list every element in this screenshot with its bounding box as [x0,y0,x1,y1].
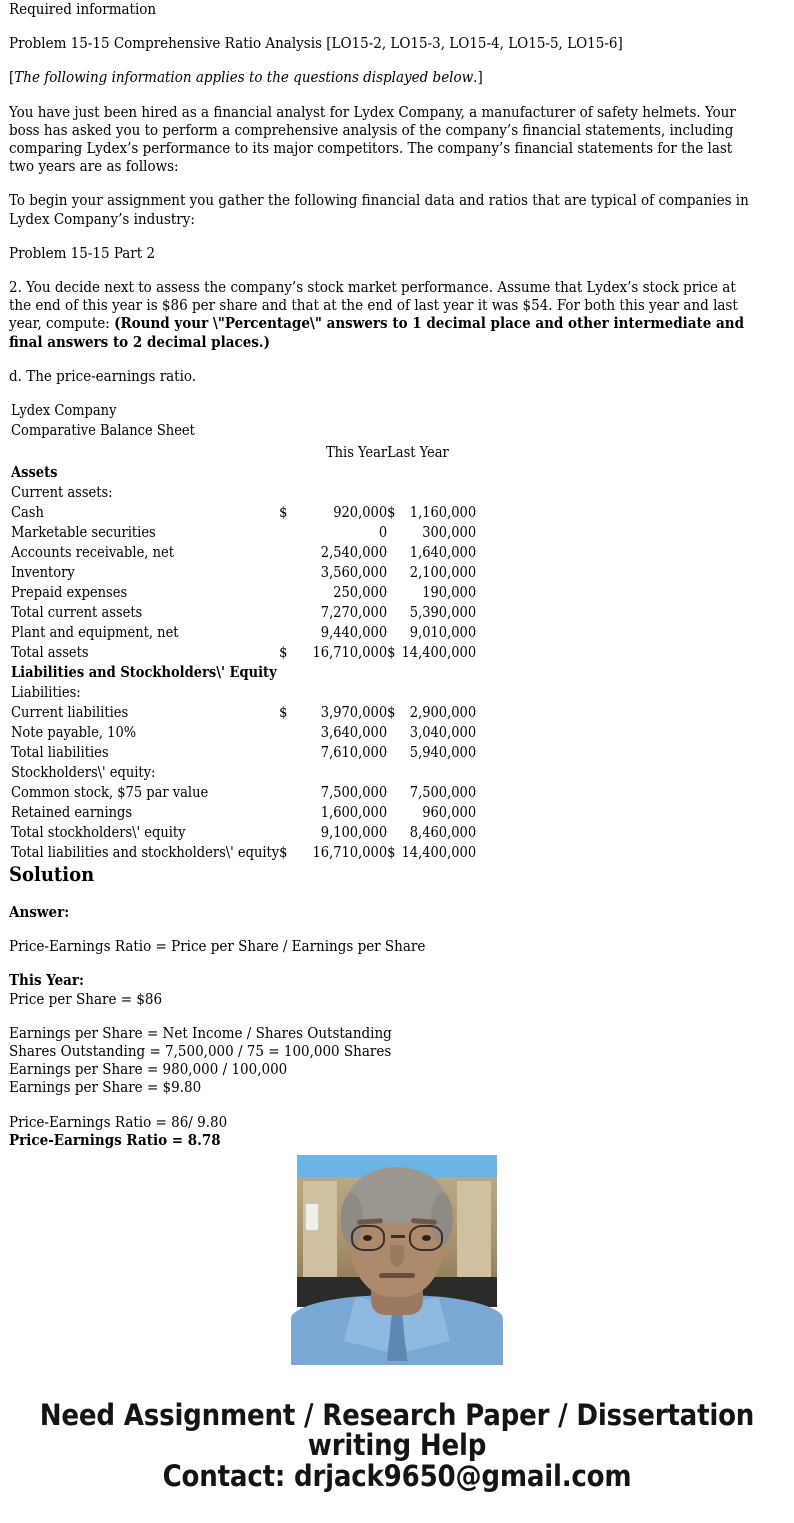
balance-sheet-table [11,443,476,863]
row-label: Stockholders\' equity: [11,765,156,782]
avatar-light-switch [305,1203,319,1231]
solution-heading: Solution [9,862,95,887]
promo-footer [0,1400,794,1491]
row-value-last-year [398,483,476,503]
table-row [11,463,476,483]
row-currency-this-year [279,483,291,503]
intro-paragraph: You have just been hired as a financial analyst for Lydex Company, a manufacturer of safety helmets. Your boss has asked you to perform a comprehensive analysis of the company’s financial statements, including comparing Lydex’s performance to its major competitors. The company’s financial statements for the last two years are as follows: [9,102,736,176]
row-value-last-year: 8,460,000 [409,825,477,842]
table-row [11,603,476,623]
row-value-this-year: 3,640,000 [320,725,388,742]
row-value-this-year: 0 [378,525,388,542]
row-value-last-year [398,463,476,483]
row-value-this-year: 9,440,000 [320,625,388,642]
row-label: Plant and equipment, net [11,625,179,642]
table-row [11,683,476,703]
avatar [297,1155,497,1355]
row-label: Accounts receivable, net [11,545,174,562]
table-row [11,763,476,783]
row-currency-this-year [279,683,291,703]
avatar-wall-panel-left [303,1181,337,1289]
avatar-nose [390,1245,404,1267]
header-blank [11,443,279,463]
applies-prefix: [ [9,68,15,87]
row-currency-this-year [279,743,291,763]
row-currency-last-year [387,783,398,803]
table-row [11,703,476,723]
part-title: Problem 15-15 Part 2 [9,243,156,262]
footer-line-2: writing Help [307,1428,487,1462]
eps-block [9,1024,754,1097]
row-currency-this-year [279,783,291,803]
table-row [11,503,476,523]
avatar-mouth [379,1273,415,1278]
row-currency-last-year [387,603,398,623]
comparative-balance-sheet [0,401,794,863]
required-information-line: Required information [9,0,157,18]
row-value-last-year: 190,000 [422,585,477,602]
row-currency-last-year [387,483,398,503]
row-label: Total current assets [11,605,143,622]
row-label: Liabilities and Stockholders\' Equity [11,664,277,682]
question-rounding-note: (Round your \"Percentage\" answers to 1 decimal place and other intermediate and final answers to 2 decimal places.) [9,314,745,351]
row-label: Cash [11,505,44,522]
row-label: Note payable, 10% [11,725,137,742]
row-label: Total assets [11,645,89,662]
balance-sheet-body [11,463,476,863]
avatar-glasses-bridge [391,1235,405,1238]
row-currency-this-year [279,623,291,643]
row-currency-last-year [387,563,398,583]
row-value-this-year: 3,560,000 [320,565,388,582]
row-value-this-year: 3,970,000 [320,705,388,722]
row-currency-last-year [387,463,398,483]
applies-suffix: .] [473,68,483,87]
row-value-this-year: 7,610,000 [320,745,388,762]
row-value-last-year: 14,400,000 [401,645,477,662]
row-value-last-year: 5,390,000 [409,605,477,622]
table-row [11,643,476,663]
price-per-share: Price per Share = $86 [9,989,163,1008]
row-value-this-year: 16,710,000 [312,845,388,862]
pe-block [9,1113,754,1149]
table-row [11,823,476,843]
pe-result: Price-Earnings Ratio = 8.78 [9,1130,221,1149]
question-text: 2. You decide next to assess the company’s stock market performance. Assume that Lydex’s stock price at the end of this year is $86 per share and that at the end of last year it was $54. For both this year and last year, compute: [9,278,738,333]
row-label: Prepaid expenses [11,585,128,602]
table-row [11,743,476,763]
footer-contact-email: Contact: drjack9650@gmail.com [162,1459,632,1493]
row-currency-last-year [387,823,398,843]
row-currency-this-year [279,723,291,743]
header-currency-this [279,443,291,463]
header-last-year: Last Year [387,445,449,462]
question-paragraph [0,278,794,351]
table-row [11,783,476,803]
row-currency-last-year [387,763,398,783]
table-row [11,803,476,823]
table-row [11,523,476,543]
row-currency-last-year: $ [387,645,396,662]
row-value-last-year: 1,160,000 [409,505,477,522]
row-label: Retained earnings [11,805,133,822]
row-value-last-year: 1,640,000 [409,545,477,562]
pe-calculation: Price-Earnings Ratio = 86/ 9.80 [9,1112,228,1131]
row-value-last-year: 7,500,000 [409,785,477,802]
row-currency-this-year [279,763,291,783]
row-currency-last-year [387,803,398,823]
table-row [11,483,476,503]
row-currency-this-year [279,463,291,483]
row-label: Total stockholders\' equity [11,825,186,842]
row-currency-last-year: $ [387,845,396,862]
row-value-last-year: 300,000 [422,525,477,542]
avatar-eye-left [363,1235,372,1241]
row-label: Assets [11,464,58,482]
applies-italic-text: The following information applies to the questions displayed below [14,68,474,87]
row-label: Current assets: [11,485,113,502]
table-row [11,583,476,603]
row-value-last-year [398,763,476,783]
row-value-this-year [291,663,387,683]
table-row [11,543,476,563]
answer-label: Answer: [9,903,70,922]
row-value-this-year [291,483,387,503]
row-value-this-year: 16,710,000 [312,645,388,662]
row-value-this-year: 920,000 [333,505,388,522]
row-currency-last-year [387,523,398,543]
row-label: Marketable securities [11,525,156,542]
table-row [11,843,476,863]
row-currency-last-year: $ [387,705,396,722]
row-currency-last-year: $ [387,505,396,522]
row-value-last-year: 3,040,000 [409,725,477,742]
problem-title: Problem 15-15 Comprehensive Ratio Analysis [LO15-2, LO15-3, LO15-4, LO15-5, LO15-6] [9,34,623,53]
row-value-this-year [291,463,387,483]
header-this-year: This Year [325,445,388,462]
table-row [11,723,476,743]
table-row [11,563,476,583]
table-row [11,623,476,643]
row-currency-this-year [279,823,291,843]
this-year-block [9,971,754,1007]
row-currency-this-year [279,803,291,823]
row-currency-last-year [387,623,398,643]
eps-formula: Earnings per Share = Net Income / Shares Outstanding [9,1023,392,1042]
row-currency-this-year: $ [279,645,288,662]
row-value-this-year [291,683,387,703]
gather-paragraph: To begin your assignment you gather the following financial data and ratios that are typical of companies in Lydex Company’s industry: [9,191,749,228]
this-year-label: This Year: [9,971,85,990]
row-value-this-year: 250,000 [333,585,388,602]
balance-sheet-company: Lydex Company [11,403,117,420]
row-currency-last-year [387,683,398,703]
row-value-last-year: 960,000 [422,805,477,822]
row-value-last-year: 2,900,000 [409,705,477,722]
row-currency-last-year [387,723,398,743]
row-value-last-year: 9,010,000 [409,625,477,642]
sub-question-d: d. The price-earnings ratio. [9,366,197,385]
footer-line-1: Need Assignment / Research Paper / Dissertation [39,1398,755,1432]
solution-section [0,863,794,1149]
row-currency-this-year [279,583,291,603]
row-label: Common stock, $75 par value [11,785,209,802]
row-currency-last-year [387,743,398,763]
row-label: Total liabilities and stockholders\' equity [11,845,280,862]
row-value-last-year: 14,400,000 [401,845,477,862]
row-currency-this-year [279,543,291,563]
row-currency-this-year [279,563,291,583]
table-header-row [11,443,476,463]
row-value-last-year: 2,100,000 [409,565,477,582]
row-currency-this-year [279,603,291,623]
row-label: Liabilities: [11,685,81,702]
row-currency-this-year [279,523,291,543]
row-currency-last-year [387,583,398,603]
applies-note [0,68,794,86]
row-value-this-year [291,763,387,783]
eps-calculation: Earnings per Share = 980,000 / 100,000 [9,1060,288,1079]
avatar-wall-panel-right [457,1181,491,1289]
row-currency-last-year [387,663,398,683]
balance-sheet-statement: Comparative Balance Sheet [11,423,195,440]
eps-result: Earnings per Share = $9.80 [9,1078,202,1097]
row-value-this-year: 7,270,000 [320,605,388,622]
avatar-eye-right [422,1235,431,1241]
pe-formula: Price-Earnings Ratio = Price per Share / Earnings per Share [9,937,426,956]
shares-outstanding: Shares Outstanding = 7,500,000 / 75 = 100,000 Shares [9,1042,392,1061]
row-currency-last-year [387,543,398,563]
row-value-this-year: 9,100,000 [320,825,388,842]
avatar-photo [297,1155,497,1355]
row-label: Inventory [11,565,75,582]
row-value-this-year: 7,500,000 [320,785,388,802]
row-value-this-year: 1,600,000 [320,805,388,822]
row-label: Current liabilities [11,705,129,722]
row-value-last-year [398,663,476,683]
row-currency-this-year: $ [279,705,288,722]
row-value-last-year: 5,940,000 [409,745,477,762]
row-value-this-year: 2,540,000 [320,545,388,562]
row-label: Total liabilities [11,745,109,762]
row-value-last-year [398,683,476,703]
row-currency-this-year: $ [279,845,288,862]
table-row [11,663,476,683]
row-currency-this-year: $ [279,505,288,522]
row-currency-this-year [279,663,291,683]
